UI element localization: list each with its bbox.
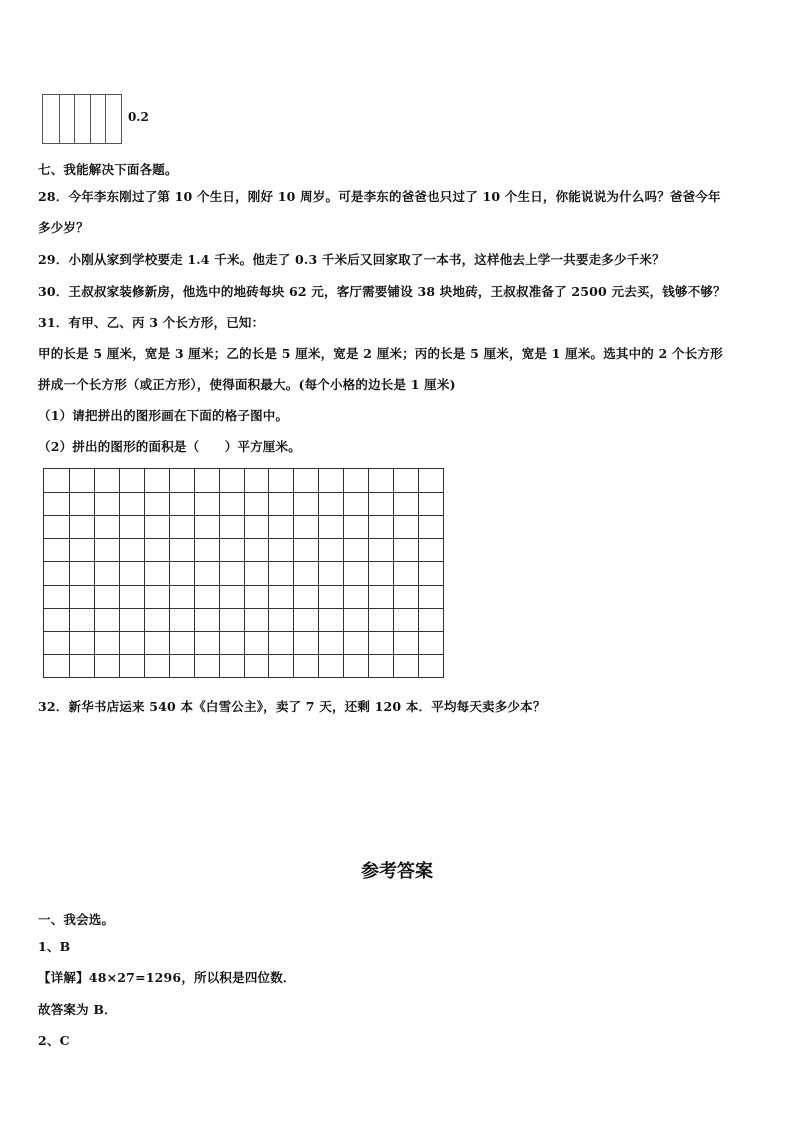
answer-1-detail: 【详解】48×27=1296，所以积是四位数． — [38, 970, 296, 985]
grid-vertical-line — [293, 469, 294, 677]
grid-vertical-line — [368, 469, 369, 677]
section-title: 七、我能解决下面各题。 — [38, 162, 178, 177]
question-30: 30．王叔叔家装修新房，他选中的地砖每块 62 元，客厅需要铺设 38 块地砖，王叔叔准备了 2500 元去买，钱够不够？ — [38, 284, 726, 299]
question-31-line1: 甲的长是 5 厘米，宽是 3 厘米；乙的长是 5 厘米，宽是 2 厘米；丙的长是 5 厘米，宽是 1 厘米。选其中的 2 个长方形 — [38, 346, 723, 361]
answer-1: 1、B — [38, 939, 71, 954]
grid-vertical-line — [393, 469, 394, 677]
grid-horizontal-line — [44, 515, 443, 516]
bar-figure — [42, 94, 122, 144]
grid-horizontal-line — [44, 654, 443, 655]
question-28-line1: 28．今年李东刚过了第 10 个生日，刚好 10 周岁。可是李东的爸爸也只过了 10 个生日，你能说说为什么吗？爸爸今年 — [38, 189, 721, 204]
grid-vertical-line — [219, 469, 220, 677]
answers-title: 参考答案 — [361, 861, 433, 882]
grid-horizontal-line — [44, 561, 443, 562]
answers-section-1: 一、我会选。 — [38, 912, 115, 927]
grid-vertical-line — [194, 469, 195, 677]
grid-vertical-line — [169, 469, 170, 677]
question-29: 29．小刚从家到学校要走 1.4 千米。他走了 0.3 千米后又回家取了一本书，这样他去上学一共要走多少千米？ — [38, 252, 665, 267]
question-31-sub1: （1）请把拼出的图形画在下面的格子图中。 — [38, 408, 289, 423]
question-31-sub2: （2）拼出的图形的面积是（ ）平方厘米。 — [38, 439, 301, 454]
grid-horizontal-line — [44, 585, 443, 586]
grid-vertical-line — [119, 469, 120, 677]
drawing-grid — [43, 468, 444, 678]
grid-horizontal-line — [44, 492, 443, 493]
bar-figure-divider — [59, 95, 60, 143]
question-31-line2: 拼成一个长方形（或正方形），使得面积最大。(每个小格的边长是 1 厘米) — [38, 377, 456, 392]
grid-vertical-line — [244, 469, 245, 677]
grid-vertical-line — [343, 469, 344, 677]
question-32: 32．新华书店运来 540 本《白雪公主》，卖了 7 天，还剩 120 本．平均每天卖多少本？ — [38, 699, 546, 714]
grid-vertical-line — [69, 469, 70, 677]
grid-vertical-line — [144, 469, 145, 677]
grid-horizontal-line — [44, 631, 443, 632]
question-28-line2: 多少岁？ — [38, 220, 89, 235]
grid-vertical-line — [318, 469, 319, 677]
answer-2: 2、C — [38, 1033, 70, 1048]
answer-1-conclusion: 故答案为 B． — [38, 1002, 117, 1017]
bar-figure-label: 0.2 — [128, 110, 149, 124]
question-31-intro: 31．有甲、乙、丙 3 个长方形，已知： — [38, 315, 265, 330]
bar-figure-divider — [105, 95, 106, 143]
grid-vertical-line — [94, 469, 95, 677]
grid-vertical-line — [268, 469, 269, 677]
grid-vertical-line — [418, 469, 419, 677]
grid-horizontal-line — [44, 608, 443, 609]
bar-figure-divider — [90, 95, 91, 143]
grid-horizontal-line — [44, 538, 443, 539]
bar-figure-divider — [74, 95, 75, 143]
